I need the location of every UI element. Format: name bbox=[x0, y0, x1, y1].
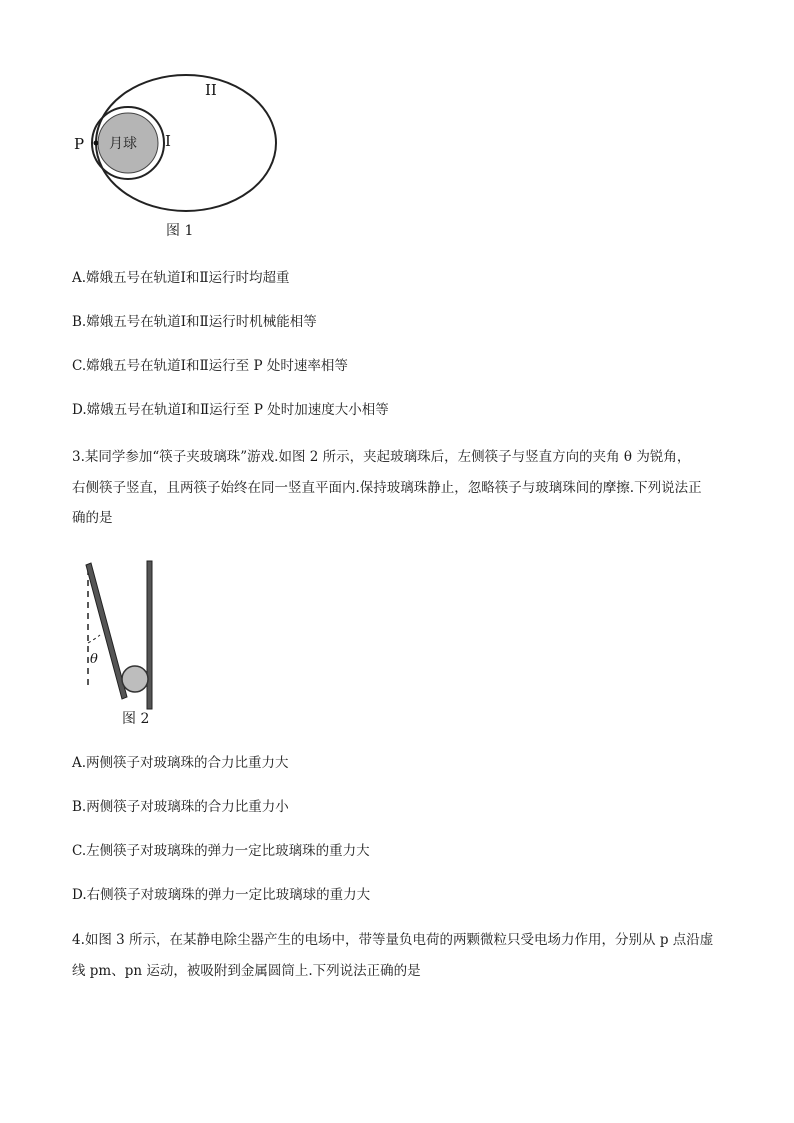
angle-arc bbox=[88, 635, 100, 643]
glass-bead bbox=[122, 666, 148, 692]
q4-stem-line-1: 4.如图 3 所示，在某静电除尘器产生的电场中，带等量负电荷的两颗微粒只受电场力作用，分别从 p 点沿虚 bbox=[72, 932, 714, 948]
orbit-1-label: I bbox=[165, 132, 171, 150]
figure-1-orbit-diagram bbox=[60, 70, 290, 245]
q3-option-b: B.两侧筷子对玻璃珠的合力比重力小 bbox=[72, 799, 289, 815]
theta-label: θ bbox=[90, 652, 98, 667]
q2-option-b: B.嫦娥五号在轨道Ⅰ和Ⅱ运行时机械能相等 bbox=[72, 314, 317, 330]
moon-label: 月球 bbox=[109, 136, 137, 152]
q3-option-d: D.右侧筷子对玻璃珠的弹力一定比玻璃球的重力大 bbox=[72, 887, 371, 903]
q3-option-c: C.左侧筷子对玻璃珠的弹力一定比玻璃珠的重力大 bbox=[72, 843, 370, 859]
q3-stem-line-1: 3.某同学参加“筷子夹玻璃珠”游戏.如图 2 所示，夹起玻璃珠后，左侧筷子与竖直方向的夹角 θ 为锐角， bbox=[72, 449, 691, 465]
figure-1-caption: 图 1 bbox=[166, 223, 194, 239]
q4-stem-line-2: 线 pm、pn 运动，被吸附到金属圆筒上.下列说法正确的是 bbox=[72, 963, 421, 979]
orbit-2-label: II bbox=[205, 81, 217, 99]
q2-option-a: A.嫦娥五号在轨道Ⅰ和Ⅱ运行时均超重 bbox=[72, 270, 290, 286]
q3-stem-line-2: 右侧筷子竖直，且两筷子始终在同一竖直平面内.保持玻璃珠静止，忽略筷子与玻璃珠间的摩擦.下列说法正 bbox=[72, 480, 702, 496]
right-chopstick bbox=[147, 561, 152, 709]
figure-2-caption: 图 2 bbox=[122, 711, 150, 727]
left-chopstick bbox=[86, 563, 127, 699]
point-p-dot bbox=[94, 141, 99, 146]
q2-option-c: C.嫦娥五号在轨道Ⅰ和Ⅱ运行至 P 处时速率相等 bbox=[72, 358, 348, 374]
q3-stem-line-3: 确的是 bbox=[72, 510, 113, 526]
q3-option-a: A.两侧筷子对玻璃珠的合力比重力大 bbox=[72, 755, 289, 771]
point-p-label: P bbox=[74, 135, 85, 153]
figure-2-chopsticks-diagram bbox=[75, 555, 175, 715]
q2-option-d: D.嫦娥五号在轨道Ⅰ和Ⅱ运行至 P 处时加速度大小相等 bbox=[72, 402, 389, 418]
